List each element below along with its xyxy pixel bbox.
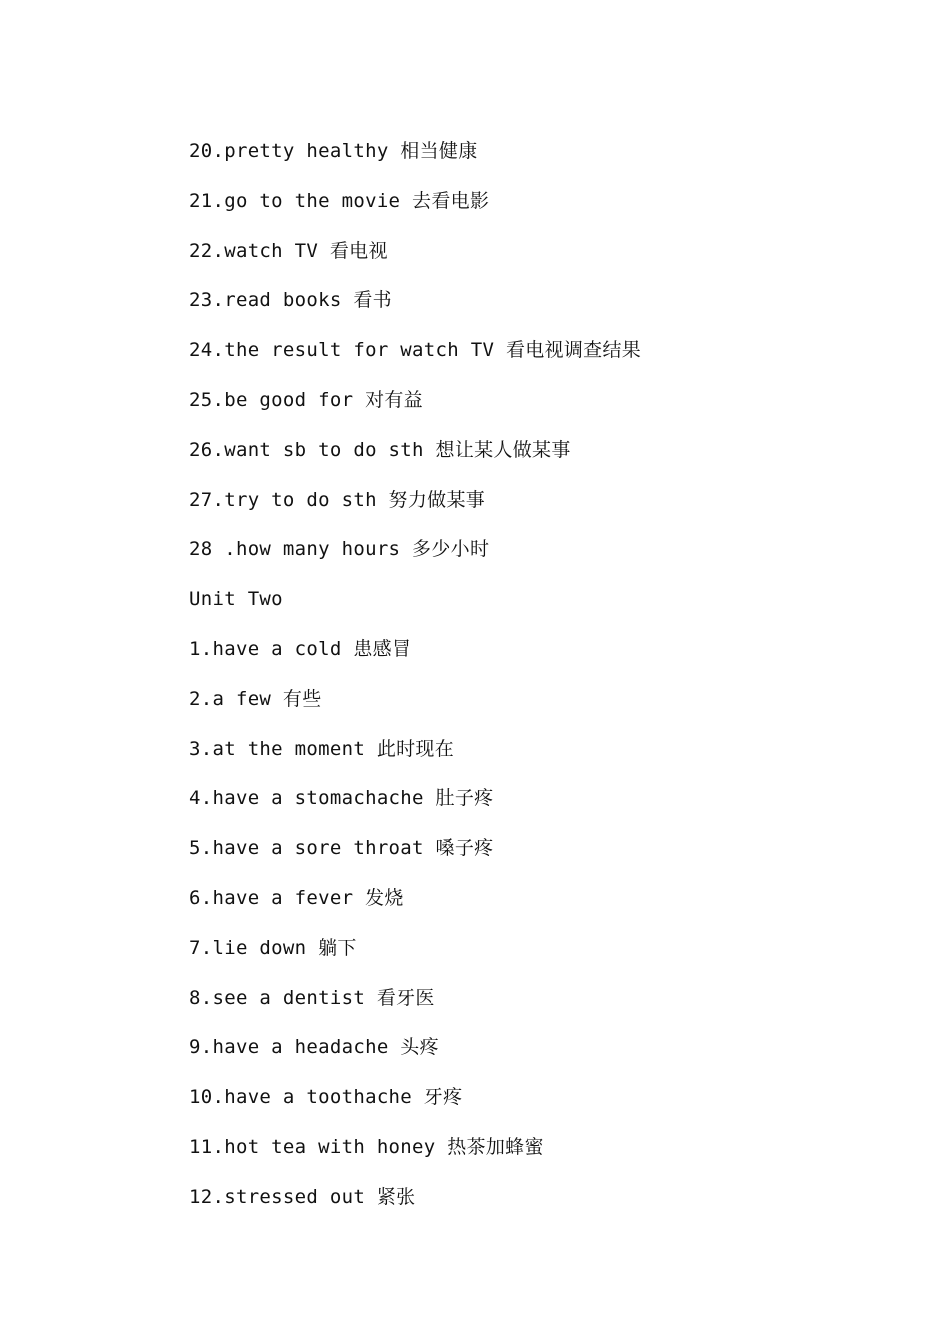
vocab-line: 7.lie down 躺下 <box>189 936 357 959</box>
vocab-line: 11.hot tea with honey 热茶加蜂蜜 <box>189 1135 544 1158</box>
vocab-line: 5.have a sore throat 嗓子疼 <box>189 837 494 860</box>
vocab-line: 20.pretty healthy 相当健康 <box>189 140 478 162</box>
vocab-line: 23.read books 看书 <box>189 289 392 312</box>
vocab-line: 26.want sb to do sth 想让某人做某事 <box>189 438 571 461</box>
vocab-line: 4.have a stomachache 肚子疼 <box>189 787 494 810</box>
vocab-line: 9.have a headache 头疼 <box>189 1036 439 1059</box>
vocab-line: 10.have a toothache 牙疼 <box>189 1086 463 1109</box>
vocab-line: 12.stressed out 紧张 <box>189 1185 416 1208</box>
vocab-line: 21.go to the movie 去看电影 <box>189 189 490 212</box>
vocab-line: 25.be good for 对有益 <box>189 388 423 411</box>
vocab-line: 1.have a cold 患感冒 <box>189 637 412 660</box>
vocab-line: 6.have a fever 发烧 <box>189 886 404 909</box>
vocab-line: 3.at the moment 此时现在 <box>189 737 455 760</box>
vocab-line: 22.watch TV 看电视 <box>189 239 388 262</box>
vocab-line: 2.a few 有些 <box>189 687 322 710</box>
vocabulary-list <box>189 136 889 1232</box>
unit-heading: Unit Two <box>189 588 283 611</box>
vocab-line: 8.see a dentist 看牙医 <box>189 986 435 1009</box>
vocab-line: 24.the result for watch TV 看电视调查结果 <box>189 339 642 362</box>
vocab-line: 27.try to do sth 努力做某事 <box>189 488 486 511</box>
vocab-line: 28 .how many hours 多少小时 <box>189 538 490 561</box>
